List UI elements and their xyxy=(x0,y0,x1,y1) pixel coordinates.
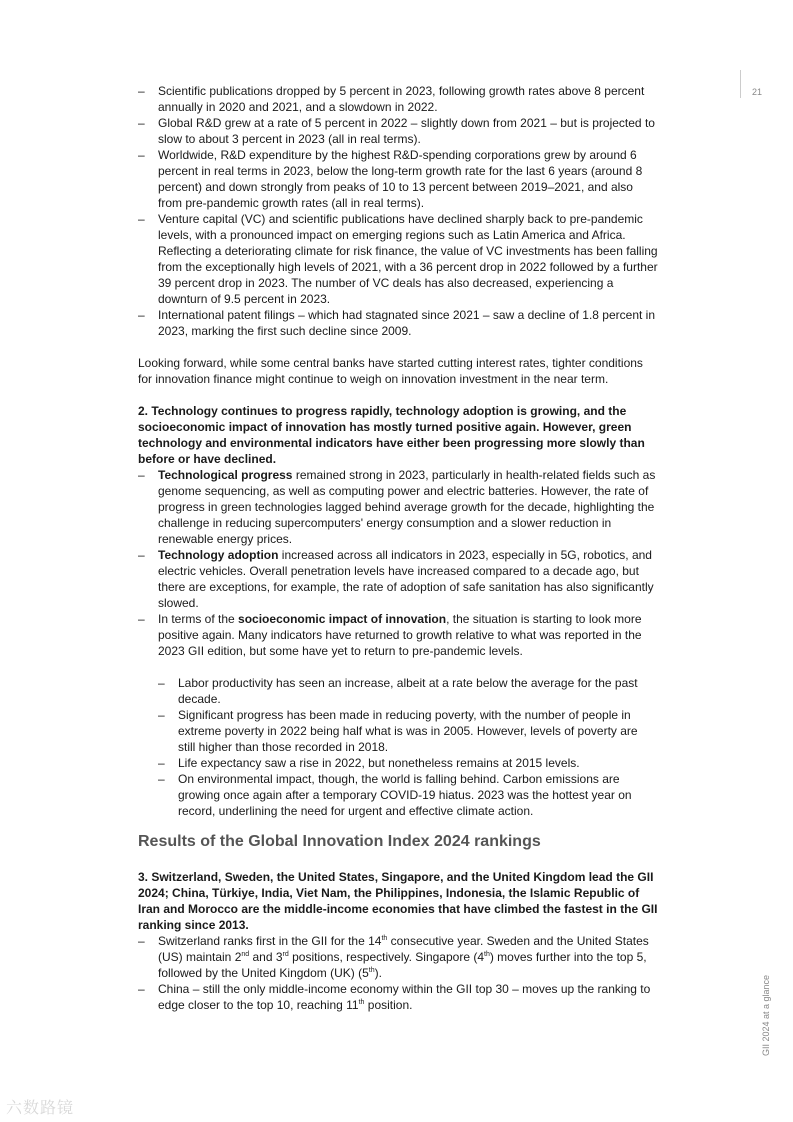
top-bullet-list xyxy=(138,83,658,339)
item-emphasis: Technological progress xyxy=(158,468,293,482)
item-text: position. xyxy=(364,998,413,1012)
list-item xyxy=(138,547,658,611)
item-text: increased across all indicators in 2023, especially in 5G, robotics, and electric vehicles. Overall penetration levels have increased compared to a decade ago, but there are exceptions, for example, the rate of adoption of safe sanitation has also significantly slowed. xyxy=(158,548,654,610)
list-item: – Worldwide, R&D expenditure by the highest R&D-spending corporations grew by around 6 percent in real terms in 2023, below the long-term growth rate for the last 6 years (around 8 percent) and down strongly from peaks of 10 to 13 percent between 2019–2021, and also from pre-pandemic growth rates (all in real terms). xyxy=(138,147,658,211)
list-item xyxy=(138,611,658,819)
item-emphasis: socioeconomic impact of innovation xyxy=(238,612,447,626)
section-2-heading: 2. Technology continues to progress rapidly, technology adoption is growing, and the socioeconomic impact of innovation has mostly turned positive again. However, green technology and environmental indicators have either been progressing more slowly than before or have declined. xyxy=(138,404,645,466)
list-item: – Venture capital (VC) and scientific publications have declined sharply back to pre-pandemic levels, with a pronounced impact on emerging regions such as Latin America and Africa. Reflecting a deteriorating climate for risk finance, the value of VC investments has been falling from the exceptionally high levels of 2021, with a 36 percent drop in 2022 followed by a further 39 percent drop in 2023. The number of VC deals has also decreased, experiencing a downturn of 9.5 percent in 2023. xyxy=(138,211,658,307)
item-text: China – still the only middle-income economy within the GII top 30 – moves up the ranking to edge closer to the top 10, reaching 11 xyxy=(158,982,651,1012)
section-2-list xyxy=(138,467,658,819)
list-item xyxy=(138,933,658,981)
item-text: consecutive year. Sweden and the United States (US) maintain 2 xyxy=(158,934,649,964)
sub-bullet-list xyxy=(158,675,658,819)
looking-forward-paragraph: Looking forward, while some central banks have started cutting interest rates, tighter conditions for innovation finance might continue to weigh on innovation investment in the near term. xyxy=(138,356,643,386)
list-item: – Global R&D grew at a rate of 5 percent in 2022 – slightly down from 2021 – but is projected to slow to about 3 percent in 2023 (all in real terms). xyxy=(138,115,658,147)
results-section-title: Results of the Global Innovation Index 2024 rankings xyxy=(138,833,541,850)
item-text: Switzerland ranks first in the GII for the 14 xyxy=(158,934,382,948)
item-text: ). xyxy=(374,966,382,980)
sub-list-item: – Significant progress has been made in reducing poverty, with the number of people in extreme poverty in 2022 being half what is was in 2005. However, levels of poverty are still higher than those recorded in 2018. xyxy=(158,707,658,755)
document-body xyxy=(138,83,658,1013)
ordinal-suffix: rd xyxy=(282,951,289,958)
sub-list-item: – Labor productivity has seen an increase, albeit at a rate below the average for the past decade. xyxy=(158,675,658,707)
sub-list-item: – On environmental impact, though, the world is falling behind. Carbon emissions are growing once again after a temporary COVID-19 hiatus. 2023 was the hottest year on record, underlining the need for urgent and effective climate action. xyxy=(158,771,658,819)
item-text: positions, respectively. Singapore (4 xyxy=(288,950,484,964)
ordinal-suffix: th xyxy=(358,999,365,1006)
sub-list-item: – Life expectancy saw a rise in 2022, but nonetheless remains at 2015 levels. xyxy=(158,755,658,771)
item-emphasis: Technology adoption xyxy=(158,548,279,562)
ordinal-suffix: nd xyxy=(241,951,250,958)
item-text: and 3 xyxy=(249,950,283,964)
item-text-pre: In terms of the xyxy=(158,612,239,626)
ordinal-suffix: th xyxy=(368,967,375,974)
page-number-rule xyxy=(740,70,741,98)
watermark-logo: 六数路镜 xyxy=(6,1098,75,1117)
item-text: ) moves further into the top 5, followed by the United Kingdom (UK) (5 xyxy=(158,950,647,980)
ordinal-suffix: th xyxy=(381,935,388,942)
list-item xyxy=(138,981,658,1013)
list-item: – International patent filings – which had stagnated since 2021 – saw a decline of 1.8 percent in 2023, marking the first such decline since 2009. xyxy=(138,307,658,339)
side-section-label: GII 2024 at a glance xyxy=(761,974,771,1056)
list-item: – Scientific publications dropped by 5 percent in 2023, following growth rates above 8 percent annually in 2020 and 2021, and a slowdown in 2022. xyxy=(138,83,658,115)
results-list xyxy=(138,933,658,1013)
ordinal-suffix: th xyxy=(484,951,490,958)
page-number: 21 xyxy=(752,87,763,97)
section-3-heading: 3. Switzerland, Sweden, the United States, Singapore, and the United Kingdom lead the GII 2024; China, Türkiye, India, Viet Nam, the Philippines, Indonesia, the Islamic Republic of Iran and Morocco are the middle-income economies that have climbed the fastest in the GII ranking since 2013. xyxy=(138,870,658,932)
item-text: , the situation is starting to look more positive again. Many indicators have returned to growth relative to what was reported in the 2023 GII edition, but some have yet to return to pre-pandemic levels. xyxy=(158,612,642,658)
item-text: remained strong in 2023, particularly in health-related fields such as genome sequencing, as well as computing power and electric batteries. However, the rate of progress in green technologies lagged behind average growth for the decade, highlighting the challenge in reducing supercomputers' energy consumption and a slower reduction in renewable energy prices. xyxy=(158,468,656,546)
list-item xyxy=(138,467,658,547)
